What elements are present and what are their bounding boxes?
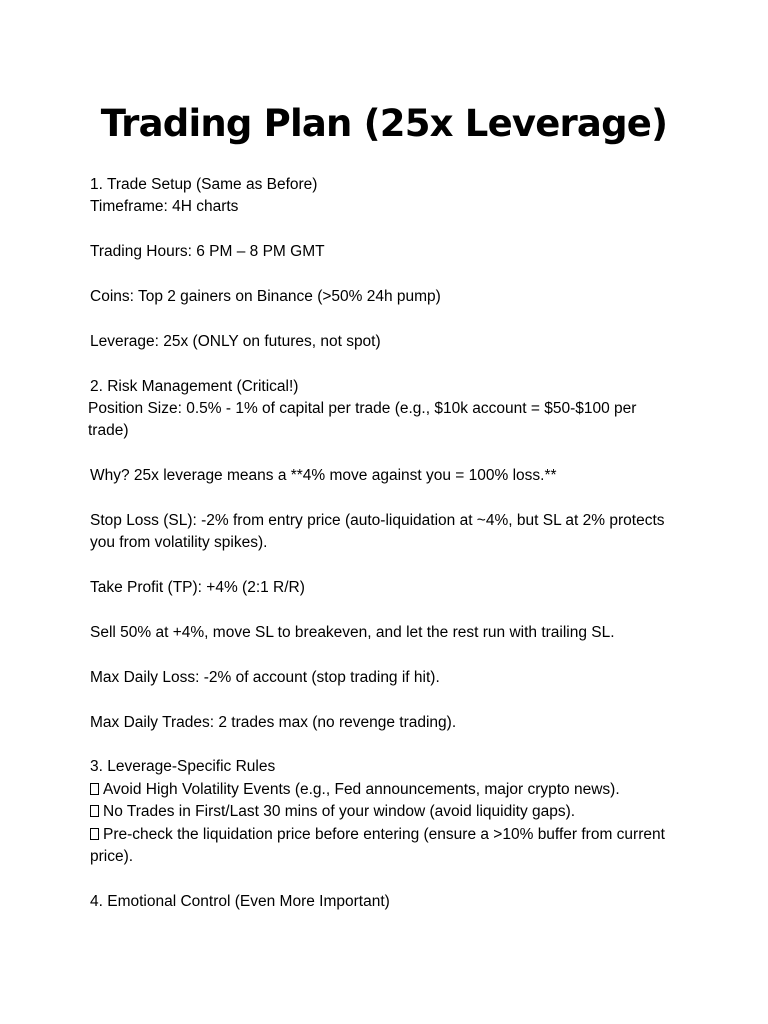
leverage-para bbox=[90, 331, 680, 353]
rule-item bbox=[90, 824, 680, 869]
checkbox-icon bbox=[90, 828, 99, 840]
section-heading: 3. Leverage-Specific Rules bbox=[90, 758, 276, 776]
rule-item bbox=[90, 801, 680, 823]
section-heading: 1. Trade Setup (Same as Before) bbox=[90, 176, 318, 193]
stop-loss-text: Stop Loss (SL): -2% from entry price (auto-liquidation at ~4%, but SL at 2% protects you from volatility spikes). bbox=[90, 512, 665, 552]
rule-text: Pre-check the liquidation price before entering (ensure a >10% buffer from current price). bbox=[90, 825, 665, 866]
coins-para bbox=[90, 286, 680, 308]
checkbox-icon bbox=[90, 805, 99, 817]
section-leverage-rules bbox=[90, 756, 680, 868]
checkbox-icon bbox=[90, 783, 99, 795]
section-heading: 2. Risk Management (Critical!) bbox=[90, 377, 299, 395]
position-size-text: Position Size: 0.5% - 1% of capital per trade (e.g., $10k account = $50-$100 per trade) bbox=[88, 400, 637, 440]
take-profit-text: Take Profit (TP): +4% (2:1 R/R) bbox=[90, 579, 305, 597]
section-risk-management bbox=[90, 376, 680, 443]
why-text: Why? 25x leverage means a **4% move against you = 100% loss.** bbox=[90, 467, 557, 485]
sell-para bbox=[90, 622, 680, 644]
trading-hours-text: Trading Hours: 6 PM – 8 PM GMT bbox=[90, 243, 325, 261]
max-loss-text: Max Daily Loss: -2% of account (stop trading if hit). bbox=[90, 668, 440, 686]
sell-text: Sell 50% at +4%, move SL to breakeven, and let the rest run with trailing SL. bbox=[90, 624, 615, 641]
timeframe-text: Timeframe: 4H charts bbox=[90, 198, 239, 216]
rule-text: Avoid High Volatility Events (e.g., Fed announcements, major crypto news). bbox=[103, 780, 620, 798]
max-trades-para bbox=[90, 712, 680, 734]
rule-text: No Trades in First/Last 30 mins of your window (avoid liquidity gaps). bbox=[103, 803, 576, 821]
leverage-text: Leverage: 25x (ONLY on futures, not spot) bbox=[90, 332, 381, 350]
take-profit-para bbox=[90, 577, 680, 599]
section-trade-setup bbox=[90, 174, 680, 219]
max-trades-text: Max Daily Trades: 2 trades max (no revenge trading). bbox=[90, 713, 457, 731]
trading-hours-para bbox=[90, 241, 680, 263]
stop-loss-para bbox=[90, 510, 680, 555]
section-emotional-control bbox=[90, 891, 680, 913]
document-body bbox=[90, 174, 680, 936]
section-heading: 4. Emotional Control (Even More Important) bbox=[90, 892, 390, 910]
max-loss-para bbox=[90, 667, 680, 689]
coins-text: Coins: Top 2 gainers on Binance (>50% 24h pump) bbox=[90, 288, 441, 305]
rule-item bbox=[90, 779, 680, 801]
why-para bbox=[90, 465, 680, 487]
document-title: Trading Plan (25x Leverage) bbox=[100, 102, 668, 145]
